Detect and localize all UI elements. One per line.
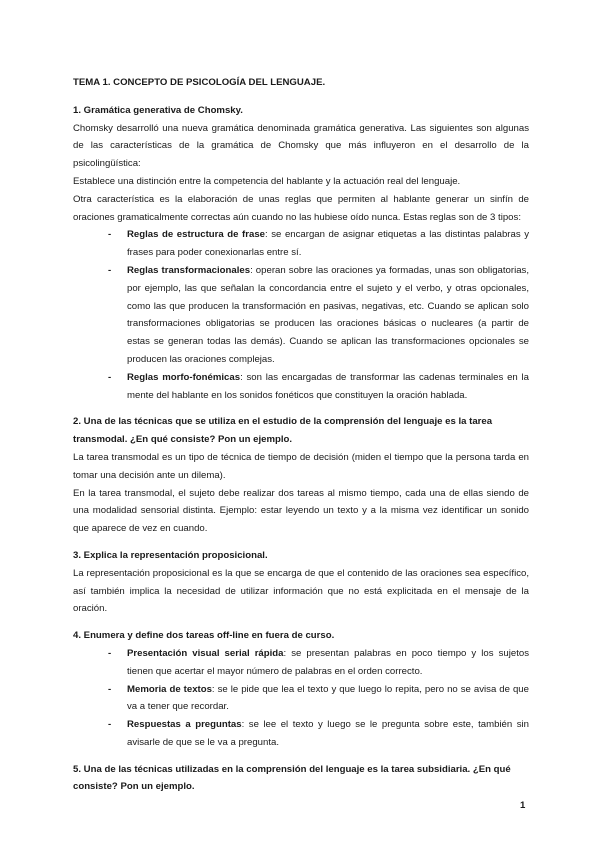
task-text: : se presentan palabras en poco tiempo y los sujetos tienen que acertar el mayor número de palabras en el orden correcto. [127, 647, 529, 677]
page-number: 1 [520, 800, 526, 811]
rule-text: : son las encargadas de transformar las cadenas terminales en la mente del hablante en los sonidos fonéticos que constituyen la oración hablada. [127, 371, 529, 401]
section-1-paragraph-1: Chomsky desarrolló una nueva gramática denominada gramática generativa. Las siguientes son algunas de las características de la gramática de Chomsky que más influyeron en el desarrollo de la psicolingüística: [73, 122, 529, 170]
rule-term: Reglas morfo-fonémicas [127, 371, 241, 383]
task-text: : se le pide que lea el texto y que luego lo repita, pero no se avisa de que va a tener que recordar. [127, 683, 529, 713]
list-item [108, 262, 529, 369]
task-term: Memoria de textos [127, 683, 212, 695]
section-4-tasks-list [73, 645, 529, 752]
task-term: Respuestas a preguntas [127, 719, 242, 731]
rule-term: Reglas transformacionales [127, 264, 251, 276]
document-title: TEMA 1. CONCEPTO DE PSICOLOGÍA DEL LENGUAJE. [73, 77, 326, 88]
list-item [108, 716, 529, 752]
rule-term: Reglas de estructura de frase [127, 229, 265, 241]
section-3-heading: 3. Explica la representación proposicional. [73, 549, 268, 561]
section-4-heading: 4. Enumera y define dos tareas off-line en fuera de curso. [73, 630, 335, 642]
rule-text: : operan sobre las oraciones ya formadas, unas son obligatorias, por ejemplo, las que señalan la concordancia entre el sujeto y el verbo, y otras opcionales, como las que producen la transformación en pasivas, negativas, etc. Cuando se aplican solo transformaciones obligatorias se producen las oraciones básicas o nucleares (a partir de estas se generan todas las demás). Cuando se aplican las transformaciones opcionales se producen las oraciones complejas. [127, 264, 529, 365]
section-3-paragraph-1: La representación proposicional es la que se encarga de que el contenido de las oraciones sea específico, así también implica la necesidad de utilizar información que no está explicitada en el mensaje de la oración. [73, 567, 529, 615]
section-2-heading: 2. Una de las técnicas que se utiliza en el estudio de la comprensión del lenguaje es la tarea transmodal. ¿En qué consiste? Pon un ejemplo. [73, 416, 493, 446]
section-2-paragraph-1: La tarea transmodal es un tipo de técnica de tiempo de decisión (miden el tiempo que la persona tarda en tomar una decisión ante un dilema). [73, 451, 529, 481]
task-text: : se lee el texto y luego se le pregunta sobre este, también sin avisarle de que se le va a pregunta. [127, 719, 529, 748]
list-item [108, 226, 529, 262]
section-1-heading: 1. Gramática generativa de Chomsky. [73, 104, 243, 116]
list-item [108, 681, 529, 717]
section-1-paragraph-3: Otra característica es la elaboración de unas reglas que permiten al hablante generar un sinfín de oraciones gramaticalmente correctas aún cuando no las hubiese oído nunca. Estas reglas son de 3 tipos: [73, 193, 529, 223]
list-item [108, 369, 529, 405]
section-2-paragraph-2: En la tarea transmodal, el sujeto debe realizar dos tareas al mismo tiempo, cada una de ellas siendo de una modalidad sensorial distinta. Ejemplo: estar leyendo un texto y a la misma vez identificar un sonido que aparece de vez en cuando. [73, 487, 529, 535]
rule-text: : se encargan de asignar etiquetas a las distintas palabras y frases para poder conexionarlas entre sí. [127, 229, 529, 259]
section-1-rules-list [73, 226, 529, 404]
list-item [108, 645, 529, 681]
section-5-heading: 5. Una de las técnicas utilizadas en la comprensión del lenguaje es la tarea subsidiaria. ¿En qué consiste? Pon un ejemplo. [73, 763, 511, 793]
task-term: Presentación visual serial rápida [127, 647, 284, 659]
document-page [73, 74, 529, 796]
section-1-paragraph-2: Establece una distinción entre la competencia del hablante y la actuación real del lenguaje. [73, 175, 461, 187]
